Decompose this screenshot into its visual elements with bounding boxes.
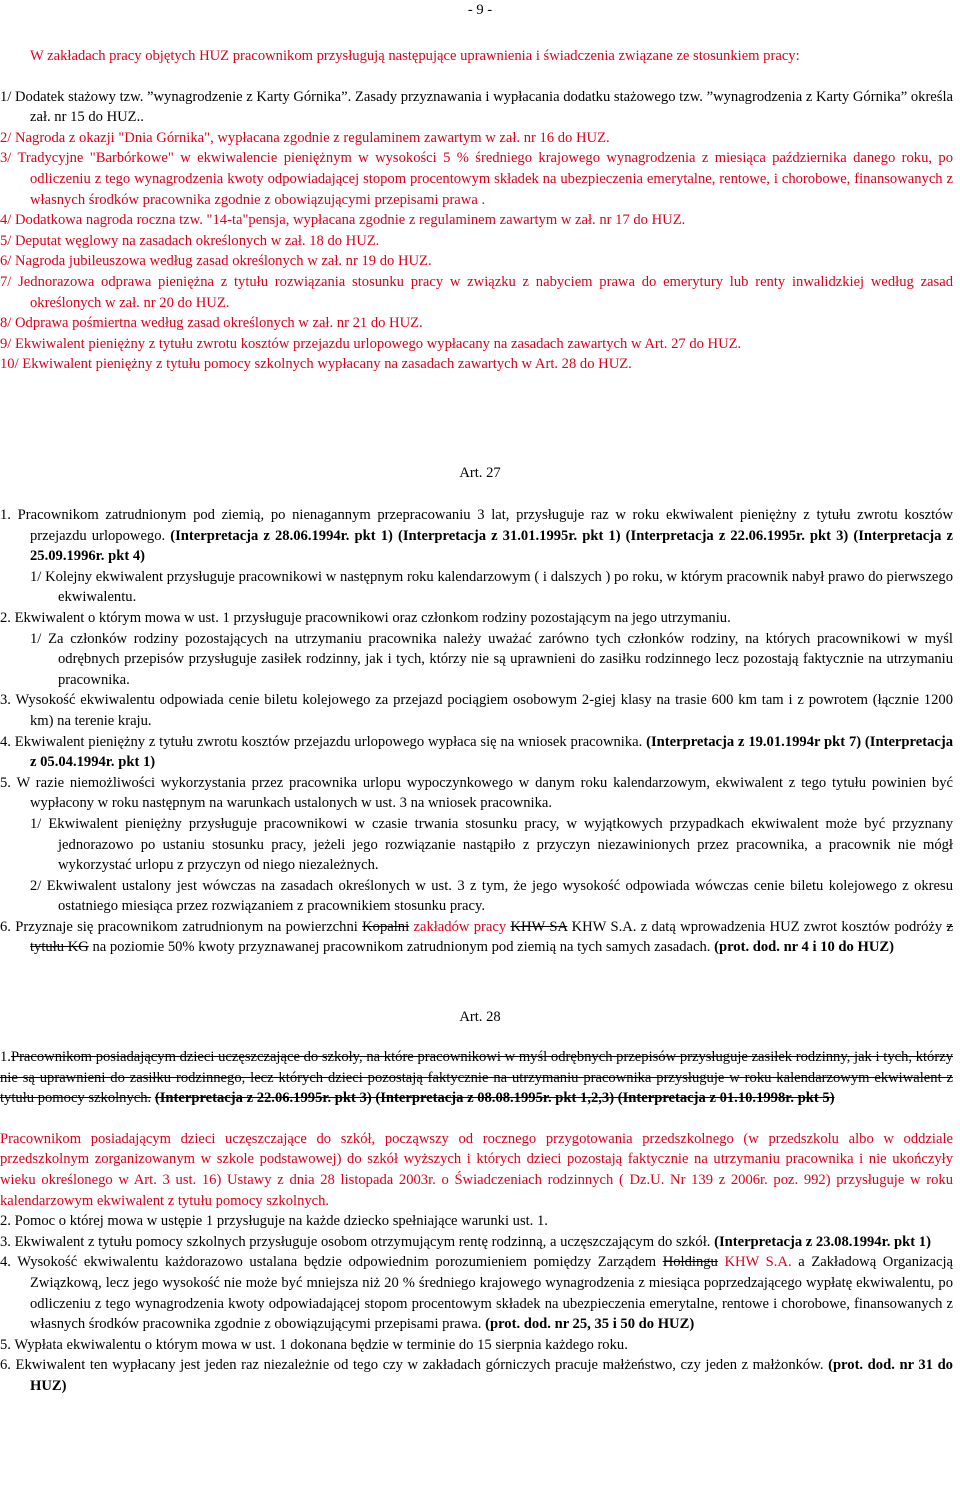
art28-p5: 5. Wypłata ekwiwalentu o którym mowa w ust. 1 dokonana będzie w terminie do 15 sierpnia każdego roku.	[0, 1336, 628, 1353]
art28-p6: 6. Ekwiwalent ten wypłacany jest jeden raz niezależnie od tego czy w zakładach górniczych pracuje małżeństwo, czy jeden z małżonków.	[0, 1357, 824, 1374]
art28-p6-protocol: (prot. dod. nr 31 do HUZ)	[30, 1357, 953, 1394]
art28-section	[0, 1047, 953, 1397]
art27-section	[0, 505, 953, 958]
intro-item-1: 1/ Dodatek stażowy tzw. ”wynagrodzenie z Karty Górnika”. Zasady przyznawania i wypłacania dodatku stażowego tzw. ”wynagrodzenia z Karty Górnika” określa zał. nr 15 do HUZ..	[0, 88, 953, 126]
intro-section	[0, 46, 953, 375]
art27-p6-strike3: z tytułu KG	[30, 918, 954, 956]
art27-p6-strike1: Kopalni	[362, 918, 410, 935]
intro-item-6: 6/ Nagroda jubileuszowa według zasad określonych w zał. nr 19 do HUZ.	[0, 253, 432, 270]
art28-p4-b: a Zakładową Organizacją Związkową, lecz jego wysokość nie może być mniejsza niż 20 % średniego krajowego wynagrodzenia z miesiąca poprzedzającego wypłatę ekwiwalentu, po odliczeniu z tego wynagrodzenia kwoty odpowiadającej stopom procentowym składek na ubezpieczenia emerytalne, rentowe i chorobowe, finansowanych z własnych środków pracownika zgodnie z obowiązującymi przepisami prawa.	[30, 1254, 954, 1333]
art27-p1-sub: 1/ Kolejny ekwiwalent przysługuje pracownikowi w następnym roku kalendarzowym ( i dalszych ) po roku, w którym pracownik nabył prawo do pierwszego ekwiwalentu.	[30, 568, 953, 606]
art28-p3-interpretation: (Interpretacja z 23.08.1994r. pkt 1)	[714, 1233, 931, 1250]
art28-p4-a: 4. Wysokość ekwiwalentu każdorazowo ustalana będzie odpowiednim porozumieniem pomiędzy Zarządem	[0, 1254, 657, 1271]
art28-p4-strike: Holdingu	[662, 1254, 718, 1271]
art27-p5-sub2: 2/ Ekwiwalent ustalony jest wówczas na zasadach określonych w ust. 3 z tym, że jego wysokość odpowiada wówczas cenie biletu kolejowego z okresu ostatniego miesiąca przez rozwiązaniem z pracownikiem stosunku pracy.	[30, 877, 953, 915]
art28-p4-red: KHW S.A.	[724, 1254, 792, 1271]
art27-p6-protocol: (prot. dod. nr 4 i 10 do HUZ)	[714, 939, 894, 956]
art27-p4-interpretations: (Interpretacja z 19.01.1994r pkt 7) (Interpretacja z 05.04.1994r. pkt 1)	[30, 733, 954, 771]
art27-title: Art. 27	[459, 465, 501, 481]
art27-p6-red1: zakładów pracy	[413, 918, 507, 935]
art28-p1-new: Pracownikom posiadającym dzieci uczęszczające do szkół, począwszy od rocznego przygotowania przedszkolnego (w przedszkolu albo w oddziale przedszkolnym zorganizowanym w szkole podstawowej) do szkół wyższych i których dzieci pozostają faktycznie na utrzymaniu pracownika i nie ukończyły wieku określonego w Art. 3 ust. 16) Ustawy z dnia 28 listopada 2003r. o Świadczeniach rodzinnych ( Dz.U. Nr 139 z 2006r. poz. 992) przysługuje w roku kalendarzowym ekwiwalent z tytułu pomocy szkolnych.	[0, 1130, 953, 1209]
intro-item-4: 4/ Dodatkowa nagroda roczna tzw. "14-ta"pensja, wypłacana zgodnie z regulaminem zawartym w zał. nr 17 do HUZ.	[0, 212, 686, 229]
intro-item-8: 8/ Odprawa pośmiertna według zasad określonych w zał. nr 21 do HUZ.	[0, 315, 423, 332]
art28-p1-num: 1.	[0, 1049, 11, 1065]
intro-item-3: 3/ Tradycyjne "Barbórkowe" w ekwiwalencie pieniężnym w wysokości 5 % średniego krajowego wynagrodzenia z miesiąca października danego roku, po odliczeniu z tego wynagrodzenia kwoty odpowiadającej stopom procentowym składek na ubezpieczenia emerytalne, rentowe, i chorobowe, finansowanych z własnych środków pracownika zgodnie z obowiązującymi przepisami prawa .	[0, 150, 953, 208]
intro-item-7: 7/ Jednorazowa odprawa pieniężna z tytułu rozwiązania stosunku pracy w związku z nabyciem prawa do emerytury lub renty inwalidzkiej według zasad określonych w zał. nr 20 do HUZ.	[0, 273, 953, 311]
art27-p1: 1. Pracownikom zatrudnionym pod ziemią, po nienagannym przepracowaniu 3 lat, przysługuje raz w roku ekwiwalent pieniężny z tytułu zwrotu kosztów przejazdu urlopowego.	[0, 507, 953, 544]
intro-item-5: 5/ Deputat węglowy na zasadach określonych w zał. 18 do HUZ.	[0, 232, 380, 249]
intro-item-9: 9/ Ekwiwalent pieniężny z tytułu zwrotu kosztów przejazdu urlopowego wypłacany na zasadach zawartych w Art. 27 do HUZ.	[0, 335, 742, 352]
art28-p3: 3. Ekwiwalent z tytułu pomocy szkolnych przysługuje osobom otrzymującym rentę rodzinną, a uczęszczającym do szkół.	[0, 1233, 711, 1250]
art27-p5: 5. W razie niemożliwości wykorzystania przez pracownika urlopu wypoczynkowego w danym roku kalendarzowym, ekwiwalent z tego tytułu powinien być wypłacony w roku następnym na warunkach ustalonych w ust. 3 na wniosek pracownika.	[0, 774, 953, 812]
art27-p2-sub: 1/ Za członków rodziny pozostających na utrzymaniu pracownika należy uważać zarówno tych członków rodziny, na których pracownikowi w myśl odrębnych przepisów przysługuje zasiłek rodzinny, jak i tych, którzy nie są uprawnieni do zasiłku rodzinnego lecz pozostają faktycznie na utrzymaniu pracownika.	[30, 630, 953, 688]
art28-title: Art. 28	[459, 1009, 501, 1025]
page-number: - 9 -	[467, 2, 493, 18]
art27-p6-c: na poziomie 50% kwoty przyznawanej pracownikom zatrudnionym pod ziemią na tych samych zasadach.	[92, 939, 711, 956]
art27-p3: 3. Wysokość ekwiwalentu odpowiada cenie biletu kolejowego za przejazd pociągiem osobowym 2-giej klasy na trasie 600 km tam i z powrotem (łącznie 1200 km) na terenie kraju.	[0, 692, 953, 729]
art27-p6-a: 6. Przyznaje się pracownikom zatrudnionym na powierzchni	[0, 918, 358, 935]
intro-item-2: 2/ Nagroda z okazji "Dnia Górnika", wypłacana zgodnie z regulaminem zawartym w zał. nr 16 do HUZ.	[0, 129, 610, 146]
art28-p1-strike-interpretations: (Interpretacja z 22.06.1995r. pkt 3) (Interpretacja z 08.08.1995r. pkt 1,2,3) (Interpretacja z 01.10.1998r. pkt 5)	[154, 1090, 835, 1107]
art27-p6-b: KHW S.A. z datą wprowadzenia HUZ zwrot kosztów podróży	[571, 918, 943, 935]
art27-p4: 4. Ekwiwalent pieniężny z tytułu zwrotu kosztów przejazdu urlopowego wypłaca się na wniosek pracownika.	[0, 733, 643, 750]
art28-p2: 2. Pomoc o której mowa w ustępie 1 przysługuje na każde dziecko spełniające warunki ust. 1.	[0, 1213, 548, 1230]
art27-p5-sub1: 1/ Ekwiwalent pieniężny przysługuje pracownikowi w czasie trwania stosunku pracy, w wyjątkowych przypadkach ekwiwalent może być przyznany jednorazowo po ustaniu stosunku pracy, jeżeli jego rozwiązanie nastąpiło z przyczyn niezawinionych przez pracownika, a pracownik nie mógł wykorzystać urlopu z przyczyn od niego niezależnych.	[30, 815, 953, 874]
art27-p6-strike2: KHW SA	[510, 918, 568, 935]
intro-item-10: 10/ Ekwiwalent pieniężny z tytułu pomocy szkolnych wypłacany na zasadach zawartych w Art. 28 do HUZ.	[0, 356, 632, 373]
art27-p2: 2. Ekwiwalent o którym mowa w ust. 1 przysługuje pracownikowi oraz członkom rodziny pozostającym na jego utrzymaniu.	[0, 609, 731, 626]
art28-p1-strike: Pracownikom posiadającym dzieci uczęszczające do szkoły, na które pracownikowi w myśl odrębnych przepisów przysługuje zasiłek rodzinny, jak i tych, którzy nie są uprawnieni do zasiłku rodzinnego, lecz których dzieci pozostają faktycznie na utrzymaniu pracownika przysługuje w roku kalendarzowym ekwiwalent z tytułu pomocy szkolnych.	[0, 1049, 953, 1107]
intro-heading: W zakładach pracy objętych HUZ pracownikom przysługują następujące uprawnienia i świadczenia związane ze stosunkiem pracy:	[30, 48, 800, 64]
art27-p1-interpretations: (Interpretacja z 28.06.1994r. pkt 1) (Interpretacja z 31.01.1995r. pkt 1) (Interpretacja z 22.06.1995r. pkt 3) (Interpretacja z 25.09.1996r. pkt 4)	[30, 527, 953, 565]
art28-p4-protocol: (prot. dod. nr 25, 35 i 50 do HUZ)	[485, 1316, 695, 1333]
